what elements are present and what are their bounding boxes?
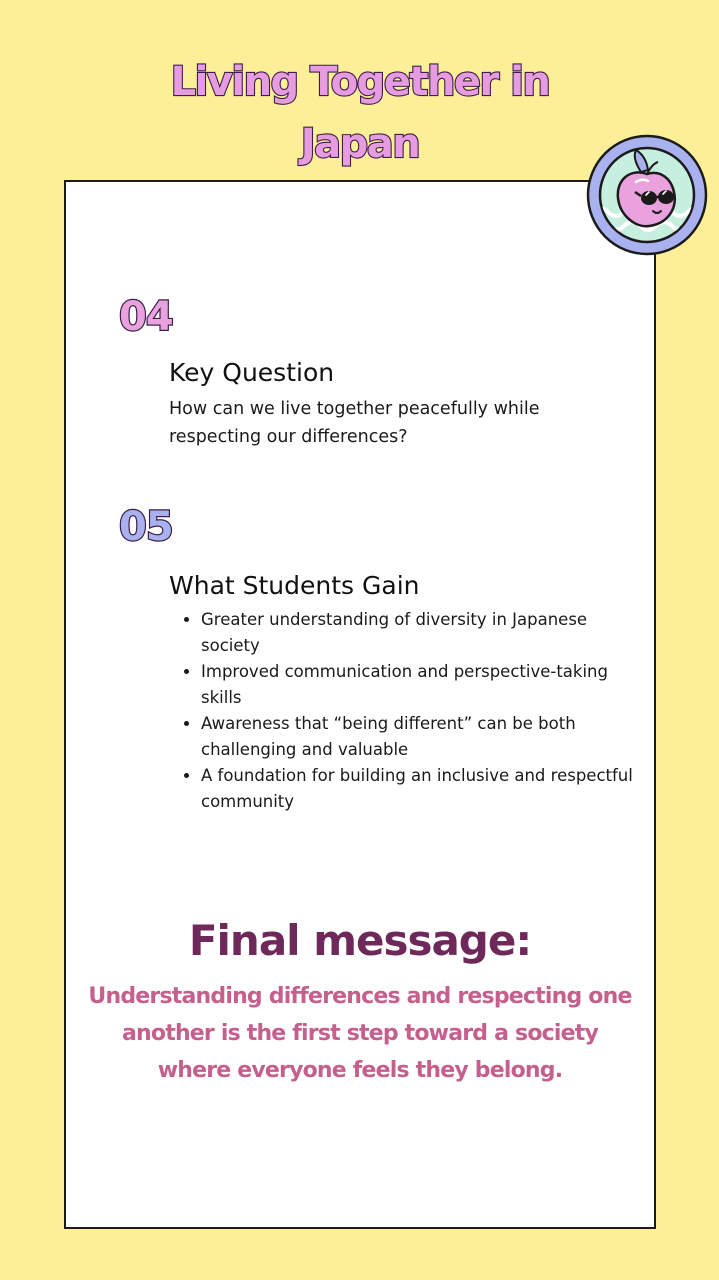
students-gain-heading: What Students Gain xyxy=(169,571,420,600)
list-item: • Greater understanding of diversity in Japanese society xyxy=(201,607,651,659)
content-card xyxy=(64,180,656,1229)
final-message-body: Understanding differences and respecting one another is the first step toward a society where everyone feels they belong. xyxy=(88,984,632,1083)
list-item: • A foundation for building an inclusive and respectful community xyxy=(201,763,651,815)
section-number-04: 04 xyxy=(119,294,173,340)
page-title-line-1: Living Together in xyxy=(170,59,550,105)
key-question-heading: Key Question xyxy=(169,358,335,387)
key-question-text: How can we live together peacefully while respecting our differences? xyxy=(169,399,540,447)
page-title-line-2: Japan xyxy=(300,121,420,167)
final-message-title: Final message: xyxy=(188,916,532,965)
section-number-05: 05 xyxy=(119,504,173,550)
peach-with-sunglasses-icon xyxy=(586,134,708,256)
list-item: • Awareness that “being different” can be both challenging and valuable xyxy=(201,711,651,763)
list-item: • Improved communication and perspective-taking skills xyxy=(201,659,651,711)
students-gain-list xyxy=(169,607,651,815)
